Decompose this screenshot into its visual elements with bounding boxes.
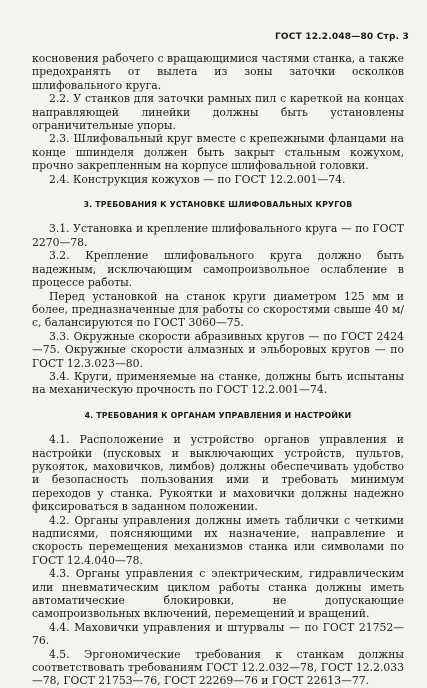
paragraph-3-2: 3.2. Крепление шлифовального круга должно быть надежным, исключающим самопроизвольное ослабление в процессе работы.	[32, 249, 404, 290]
section-4-heading: 4. ТРЕБОВАНИЯ К ОРГАНАМ УПРАВЛЕНИЯ И НАСТРОЙКИ	[84, 410, 352, 420]
document-body	[32, 52, 404, 688]
paragraph-4-5: 4.5. Эргономические требования к станкам должны соответствовать требованиям ГОСТ 12.2.032—78, ГОСТ 12.2.033—78, ГОСТ 21753—76, ГОСТ 22269—76 и ГОСТ 22613—77.	[32, 647, 404, 688]
paragraph-4-3: 4.3. Органы управления с электрическим, гидравлическим или пневматическим циклом работы станка должны иметь автоматические блокировки, не допускающие самопроизвольных включений, перемещений и вращений.	[32, 567, 404, 621]
paragraph-4-1: 4.1. Расположение и устройство органов управления и настройки (пусковых и выключающих устройств, пультов, рукояток, маховичков, лимбов) должны обеспечивать удобство и безопасность пользования ими и требовать минимум переходов у станка. Рукоятки и маховички должны надежно фиксироваться в заданном положении.	[32, 433, 404, 514]
paragraph-4-2: 4.2. Органы управления должны иметь таблички с четкими надписями, поясняющими их назначение, направление и скорость перемещения механизмов станка или символами по ГОСТ 12.4.040—78.	[32, 513, 404, 567]
paragraph-3-4: 3.4. Круги, применяемые на станке, должны быть испытаны на механическую прочность по ГОСТ 12.2.001—74.	[32, 369, 404, 397]
paragraph-2-4: 2.4. Конструкция кожухов — по ГОСТ 12.2.001—74.	[49, 172, 346, 186]
paragraph-4-4: 4.4. Маховички управления и штурвалы — по ГОСТ 21752—76.	[32, 620, 404, 648]
paragraph-3-3: 3.3. Окружные скорости абразивных кругов — по ГОСТ 2424—75. Окружные скорости алмазных и эльборовых кругов — по ГОСТ 12.3.023—80.	[32, 329, 404, 370]
section-3-heading: 3. ТРЕБОВАНИЯ К УСТАНОВКЕ ШЛИФОВАЛЬНЫХ КРУГОВ	[83, 200, 353, 210]
paragraph-3-2-cont: Перед установкой на станок круги диаметром 125 мм и более, предназначенные для работы со скоростями свыше 40 м/с, балансируются по ГОСТ 3060—75.	[32, 289, 404, 330]
paragraph-continuation: косновения рабочего с вращающимися частями станка, а также предохранять от вылета из зоны заточки осколков шлифовального круга.	[32, 52, 404, 92]
page-header: ГОСТ 12.2.048—80 Стр. 3	[274, 32, 409, 42]
paragraph-2-2: 2.2. У станков для заточки рамных пил с кареткой на концах направляющей линейки должны быть установлены ограничительные упоры.	[32, 92, 404, 133]
paragraph-3-1: 3.1. Установка и крепление шлифовального круга — по ГОСТ 2270—78.	[32, 222, 404, 249]
paragraph-2-3: 2.3. Шлифовальный круг вместе с крепежными фланцами на конце шпинделя должен быть закрыт стальным кожухом, прочно закрепленным на корпусе шлифовальной головки.	[32, 132, 404, 173]
